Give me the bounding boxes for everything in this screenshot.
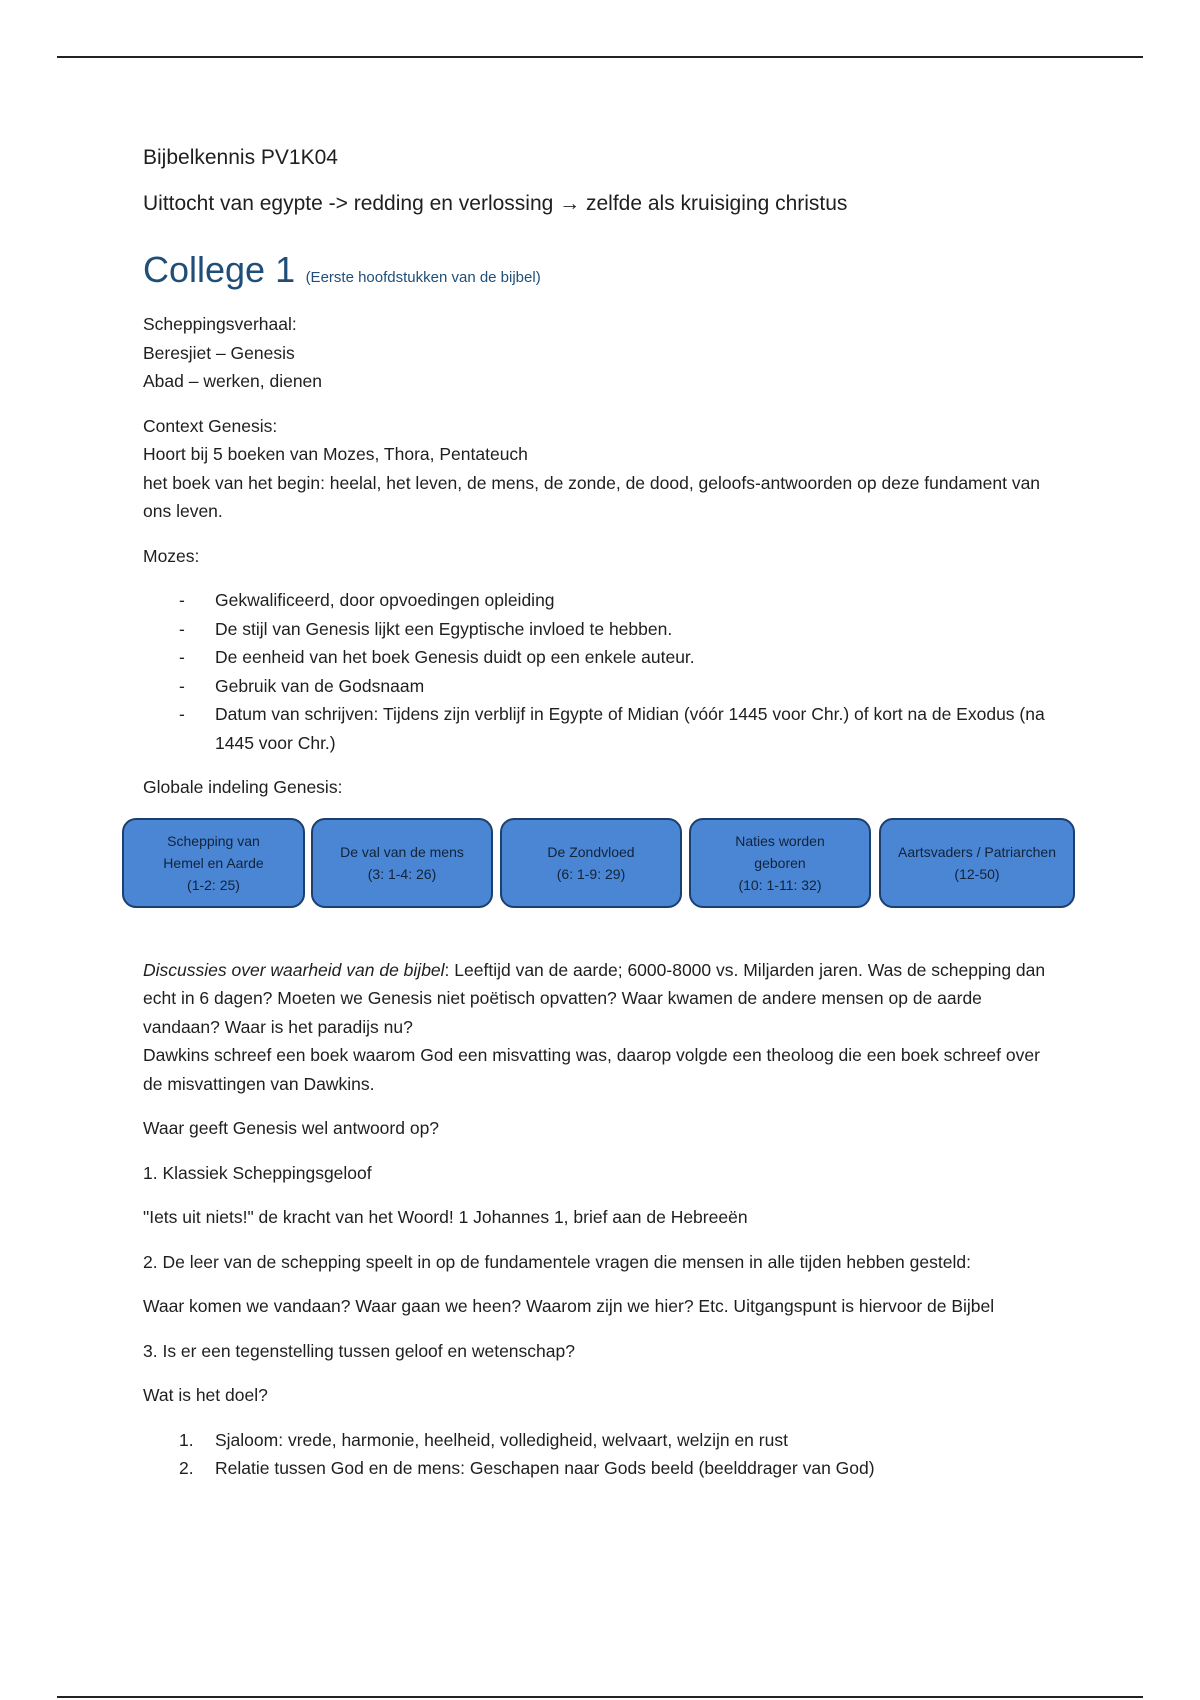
diagram-box-zondvloed bbox=[500, 818, 682, 908]
mozes-list bbox=[143, 586, 1063, 757]
document-page bbox=[143, 142, 1063, 1499]
box-line: (3: 1-4: 26) bbox=[367, 865, 437, 882]
subject-line: Uittocht van egypte -> redding en verlossing → zelfde als kruisiging christus bbox=[143, 192, 848, 215]
list-item bbox=[143, 1454, 1063, 1483]
college-heading bbox=[143, 248, 1063, 300]
list-item bbox=[143, 1426, 1063, 1455]
discussies-paragraph bbox=[143, 956, 1063, 1042]
top-rule bbox=[57, 56, 1143, 58]
schepping-line: Abad – werken, dienen bbox=[143, 371, 323, 391]
schepping-line: Beresjiet – Genesis bbox=[143, 342, 295, 363]
college-title: College 1 bbox=[143, 249, 296, 290]
schepping-line: Scheppingsverhaal: bbox=[143, 314, 297, 334]
list-item bbox=[143, 643, 1063, 672]
list-item-text: Gekwalificeerd, door opvoedingen opleiding bbox=[215, 590, 555, 610]
genesis-structure-diagram bbox=[122, 818, 1077, 912]
quote-line: "Iets uit niets!" de kracht van het Woord! 1 Johannes 1, brief aan de Hebreeën bbox=[143, 1207, 748, 1227]
list-item-text: Gebruik van de Godsnaam bbox=[215, 675, 425, 696]
box-line: geboren bbox=[754, 854, 806, 871]
discussies-block bbox=[143, 956, 1063, 1099]
list-item-text: De eenheid van het boek Genesis duidt op een enkele auteur. bbox=[215, 647, 695, 667]
dash-marker: - bbox=[179, 675, 185, 696]
box-line: (6: 1-9: 29) bbox=[556, 865, 626, 882]
context-line: Hoort bij 5 boeken van Mozes, Thora, Pentateuch bbox=[143, 444, 528, 464]
list-item bbox=[143, 700, 1063, 757]
doel-question: Wat is het doel? bbox=[143, 1385, 268, 1405]
box-line: De val van de mens bbox=[340, 843, 464, 860]
point-1: 1. Klassiek Scheppingsgeloof bbox=[143, 1162, 372, 1183]
dash-marker: - bbox=[179, 590, 185, 610]
dash-marker: - bbox=[179, 647, 185, 667]
box-line: (1-2: 25) bbox=[187, 876, 240, 893]
point-2: 2. De leer van de schepping speelt in op de fundamentele vragen die mensen in alle tijden hebben gesteld: bbox=[143, 1251, 971, 1272]
list-item bbox=[143, 672, 1063, 701]
context-line: Context Genesis: bbox=[143, 415, 278, 436]
context-line: het boek van het begin: heelal, het leven, de mens, de zonde, de dood, geloofs-antwoorden op deze fundament van ons leven. bbox=[143, 472, 1041, 521]
point-3: 3. Is er een tegenstelling tussen geloof en wetenschap? bbox=[143, 1340, 575, 1361]
mozes-label: Mozes: bbox=[143, 545, 200, 566]
diagram-box-naties bbox=[689, 818, 871, 908]
list-number: 1. bbox=[179, 1429, 194, 1450]
questions-line: Waar komen we vandaan? Waar gaan we heen? Waarom zijn we hier? Etc. Uitgangspunt is hiervoor de Bijbel bbox=[143, 1296, 995, 1316]
discussies-text: : Leeftijd van de aarde; 6000-8000 vs. Miljarden jaren. Was de schepping dan echt in 6 dagen? Moeten we Genesis niet poëtisch opvatten? Waar kwamen de andere mensen op de aarde vandaan? Waar is het paradijs nu? bbox=[143, 959, 1046, 1037]
box-line: (10: 1-11: 32) bbox=[738, 876, 822, 893]
doel-list bbox=[143, 1426, 1063, 1483]
dash-marker: - bbox=[179, 618, 185, 639]
box-line: Aartsvaders / Patriarchen bbox=[898, 843, 1056, 860]
diagram-box-aartsvaders bbox=[879, 818, 1075, 908]
box-line: Naties worden bbox=[735, 832, 825, 849]
college-subtitle: (Eerste hoofdstukken van de bijbel) bbox=[305, 269, 541, 286]
list-item bbox=[143, 615, 1063, 644]
discussies-label: Discussies over waarheid van de bijbel bbox=[143, 959, 445, 980]
list-item bbox=[143, 586, 1063, 615]
bottom-rule bbox=[57, 1696, 1143, 1698]
diagram-box-schepping bbox=[122, 818, 305, 908]
box-line: De Zondvloed bbox=[547, 843, 635, 860]
antwoord-question: Waar geeft Genesis wel antwoord op? bbox=[143, 1118, 440, 1138]
list-item-text: Relatie tussen God en de mens: Geschapen naar Gods beeld (beelddrager van God) bbox=[215, 1458, 875, 1478]
diagram-box-val bbox=[311, 818, 493, 908]
list-item-text: Datum van schrijven: Tijdens zijn verblijf in Egypte of Midian (vóór 1445 voor Chr.) of kort na de Exodus (na 1445 voor Chr.) bbox=[215, 704, 1045, 753]
schepping-block bbox=[143, 310, 1063, 396]
context-block bbox=[143, 412, 1063, 526]
list-item-text: De stijl van Genesis lijkt een Egyptische invloed te hebben. bbox=[215, 618, 673, 639]
box-line: Hemel en Aarde bbox=[163, 854, 264, 871]
indeling-label: Globale indeling Genesis: bbox=[143, 777, 343, 797]
box-line: (12-50) bbox=[954, 865, 1000, 882]
dash-marker: - bbox=[179, 704, 185, 724]
course-title: Bijbelkennis PV1K04 bbox=[143, 146, 338, 169]
box-line: Schepping van bbox=[167, 832, 260, 849]
list-item-text: Sjaloom: vrede, harmonie, heelheid, volledigheid, welvaart, welzijn en rust bbox=[215, 1429, 788, 1450]
dawkins-paragraph: Dawkins schreef een boek waarom God een misvatting was, daarop volgde een theoloog die een boek schreef over de misvattingen van Dawkins. bbox=[143, 1045, 1040, 1094]
list-number: 2. bbox=[179, 1458, 194, 1478]
